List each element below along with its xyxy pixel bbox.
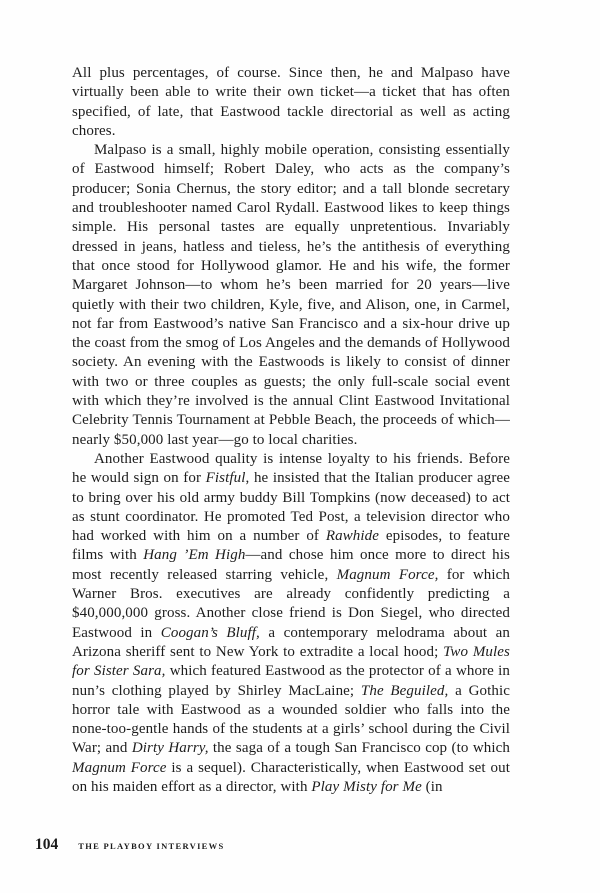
text-run: Another Eastwood quality is intense loyalty to his friends. Before he would sign on for bbox=[72, 450, 510, 487]
text-run: which featured Eastwood as the protector of a whore in nun’s clothing played by Shirley MacLaine; bbox=[72, 663, 510, 699]
paragraph bbox=[72, 64, 510, 141]
italic-run: Magnum Force bbox=[72, 759, 167, 776]
text-run: for which Warner Bros. executives are already confidently predicting a $40,000,000 gross. Another close friend is Don Siegel, who directed Eastwood in bbox=[72, 566, 510, 641]
italic-run: Coogan’s Bluff, bbox=[160, 624, 260, 641]
paragraph bbox=[72, 450, 510, 797]
text-run: episodes, to feature films with bbox=[72, 528, 510, 564]
italic-run: Magnum Force, bbox=[336, 566, 439, 583]
body-text bbox=[72, 64, 510, 797]
text-run: , he insisted that the Italian producer agree to bring over his old army buddy Bill Tompkins (now deceased) to act as stunt coordinator. He promoted Ted Post, a television director who had worked with him on a number of bbox=[72, 470, 510, 545]
text-run: —and chose him once more to direct his most recently released starring vehicle, bbox=[72, 547, 510, 583]
italic-run: Hang ’Em High bbox=[143, 547, 246, 564]
running-title: THE PLAYBOY INTERVIEWS bbox=[78, 841, 225, 851]
italic-run: Fistful bbox=[205, 470, 246, 487]
italic-run: Play Misty for Me bbox=[311, 778, 422, 795]
text-run: the saga of a tough San Francisco cop (to which bbox=[208, 740, 510, 757]
text-run: a contemporary melodrama about an Arizona sheriff sent to New York to extradite a local hood; bbox=[72, 624, 510, 660]
italic-run: Two Mules for Sister Sara, bbox=[72, 643, 510, 680]
text-run: a Gothic horror tale with Eastwood as a wounded soldier who falls into the none-too-gentle hands of the students at a girls’ school during the Civil War; and bbox=[72, 682, 510, 757]
paragraph bbox=[72, 141, 510, 450]
text-run: Malpaso is a small, highly mobile operation, consisting essentially of Eastwood himself; Robert Daley, who acts as the company’s producer; Sonia Chernus, the story editor; and a tall blonde secretary and troubleshooter named Carol Rydall. Eastwood likes to keep things simple. His personal tastes are equally unpretentious. Invariably dressed in jeans, hatless and tieless, he’s the antithesis of everything that once stood for Hollywood glamor. He and his wife, the former Margaret Johnson—to whom he’s been married for 20 years—live quietly with their two children, Kyle, five, and Alison, one, in Carmel, not far from Eastwood’s native San Francisco and a six-hour drive up the coast from the smog of Los Angeles and the demands of Hollywood society. An evening with the Eastwoods is likely to consist of dinner with two or three couples as guests; the only full-scale social event with which they’re involved is the annual Clint Eastwood Invitational Celebrity Tennis Tournament at Pebble Beach, the proceeds of which—nearly $50,000 last year—go to local charities. bbox=[72, 142, 510, 448]
text-run: All plus percentages, of course. Since then, he and Malpaso have virtually been able to write their own ticket—a ticket that has often specified, of late, that Eastwood tackle directorial as well as acting chores. bbox=[72, 65, 510, 139]
text-run: (in bbox=[421, 778, 443, 795]
page-number: 104 bbox=[35, 836, 59, 853]
italic-run: Dirty Harry, bbox=[131, 740, 209, 757]
italic-run: The Beguiled, bbox=[360, 682, 449, 699]
page-footer bbox=[35, 836, 224, 854]
text-run: is a sequel). Characteristically, when Eastwood set out on his maiden effort as a director, with bbox=[72, 759, 510, 795]
italic-run: Rawhide bbox=[325, 528, 380, 545]
